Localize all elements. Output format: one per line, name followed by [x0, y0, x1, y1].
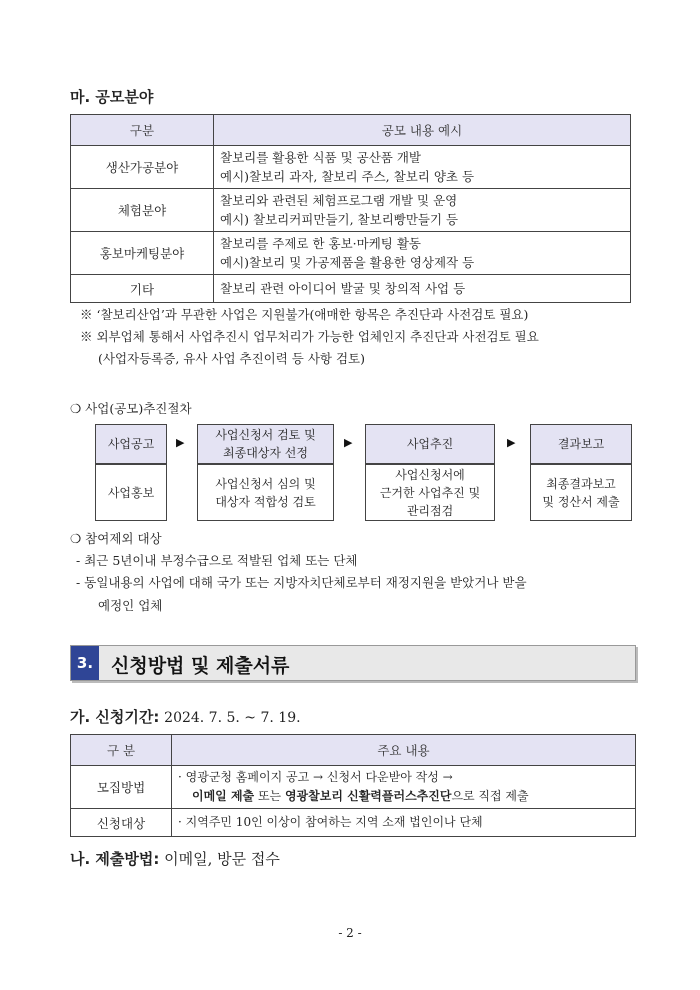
arrow-icon: ▶: [176, 436, 185, 449]
step-2-top: 사업신청서 검토 및 최종대상자 선정: [197, 424, 334, 464]
table-cell-text: · 영광군청 홈페이지 공고 → 신청서 다운받아 작성 →: [178, 770, 453, 784]
table-cell-category: 홍보마케팅분야: [71, 232, 214, 275]
table-cell-category: 체험분야: [71, 189, 214, 232]
table-header: 구 분: [71, 735, 172, 766]
table-cell-text: 예시) 찰보리커피만들기, 찰보리빵만들기 등: [220, 212, 459, 227]
apply-table: [70, 734, 636, 837]
exclusion-item-1: - 최근 5년이내 부정수급으로 적발된 업체 또는 단체: [76, 553, 358, 568]
step-3-bottom: 사업신청서에 근거한 사업추진 및 관리점검: [365, 464, 495, 521]
step-4-top: 결과보고: [530, 424, 632, 464]
section-banner: [70, 645, 636, 681]
section-na: [70, 848, 280, 869]
step-1-top: 사업공고: [95, 424, 167, 464]
table-row: [71, 146, 631, 189]
banner-number: 3.: [71, 646, 99, 680]
table-cell-category: 생산가공분야: [71, 146, 214, 189]
note-1: ※ ‘찰보리산업’과 무관한 사업은 지원불가(애매한 항목은 추진단과 사전검토 필요): [80, 307, 529, 322]
section-na-label: 나. 제출방법:: [70, 850, 160, 868]
table-cell-text: 이메일 제출 또는 영광찰보리 신활력플러스추진단으로 직접 제출: [192, 789, 529, 803]
table-row: [71, 766, 636, 809]
contest-field-table: [70, 114, 631, 303]
table-cell-text: · 지역주민 10인 이상이 참여하는 지역 소재 법인이나 단체: [172, 809, 636, 837]
table-header: 구분: [71, 115, 214, 146]
section-ga: [70, 706, 301, 727]
section-ga-label: 가. 신청기간:: [70, 708, 160, 726]
exclusion-title: ❍ 참여제외 대상: [70, 531, 162, 546]
table-cell-category: 모집방법: [71, 766, 172, 809]
table-cell-category: 신청대상: [71, 809, 172, 837]
table-cell-text: 찰보리 관련 아이디어 발굴 및 창의적 사업 등: [220, 281, 466, 296]
note-2: ※ 외부업체 통해서 사업추진시 업무처리가 가능한 업체인지 추진단과 사전검토 필요: [80, 329, 539, 344]
table-cell-text: 예시)찰보리 및 가공제품을 활용한 영상제작 등: [220, 255, 475, 270]
table-cell-category: 기타: [71, 275, 214, 303]
page-number: - 2 -: [338, 926, 362, 940]
table-row: [71, 232, 631, 275]
note-3: (사업자등록증, 유사 사업 추진이력 등 사항 검토): [98, 351, 365, 366]
table-cell-text: 찰보리를 활용한 식품 및 공산품 개발: [220, 150, 421, 165]
procedure-title: ❍ 사업(공모)추진절차: [70, 401, 192, 416]
section-ma-title: 마. 공모분야: [70, 88, 154, 106]
step-2-bottom: 사업신청서 심의 및 대상자 적합성 검토: [197, 464, 334, 521]
table-row: [71, 275, 631, 303]
table-row: [71, 189, 631, 232]
table-cell-text: 찰보리를 주제로 한 홍보·마케팅 활동: [220, 236, 421, 251]
table-cell-text: 예시)찰보리 과자, 찰보리 주스, 찰보리 양초 등: [220, 169, 475, 184]
section-na-value: 이메일, 방문 접수: [164, 850, 280, 868]
step-1-bottom: 사업홍보: [95, 464, 167, 521]
table-cell-text: 찰보리와 관련된 체험프로그램 개발 및 운영: [220, 193, 458, 208]
arrow-icon: ▶: [507, 436, 516, 449]
banner-title: 신청방법 및 제출서류: [111, 655, 290, 677]
arrow-icon: ▶: [344, 436, 353, 449]
exclusion-item-2-cont: 예정인 업체: [98, 598, 163, 613]
step-3-top: 사업추진: [365, 424, 495, 464]
section-ga-value: 2024. 7. 5. ~ 7. 19.: [164, 710, 301, 726]
exclusion-item-2: - 동일내용의 사업에 대해 국가 또는 지방자치단체로부터 재정지원을 받았거나 받을: [76, 575, 527, 590]
step-4-bottom: 최종결과보고 및 정산서 제출: [530, 464, 632, 521]
table-row: [71, 809, 636, 837]
table-header: 공모 내용 예시: [214, 115, 631, 146]
table-header: 주요 내용: [172, 735, 636, 766]
